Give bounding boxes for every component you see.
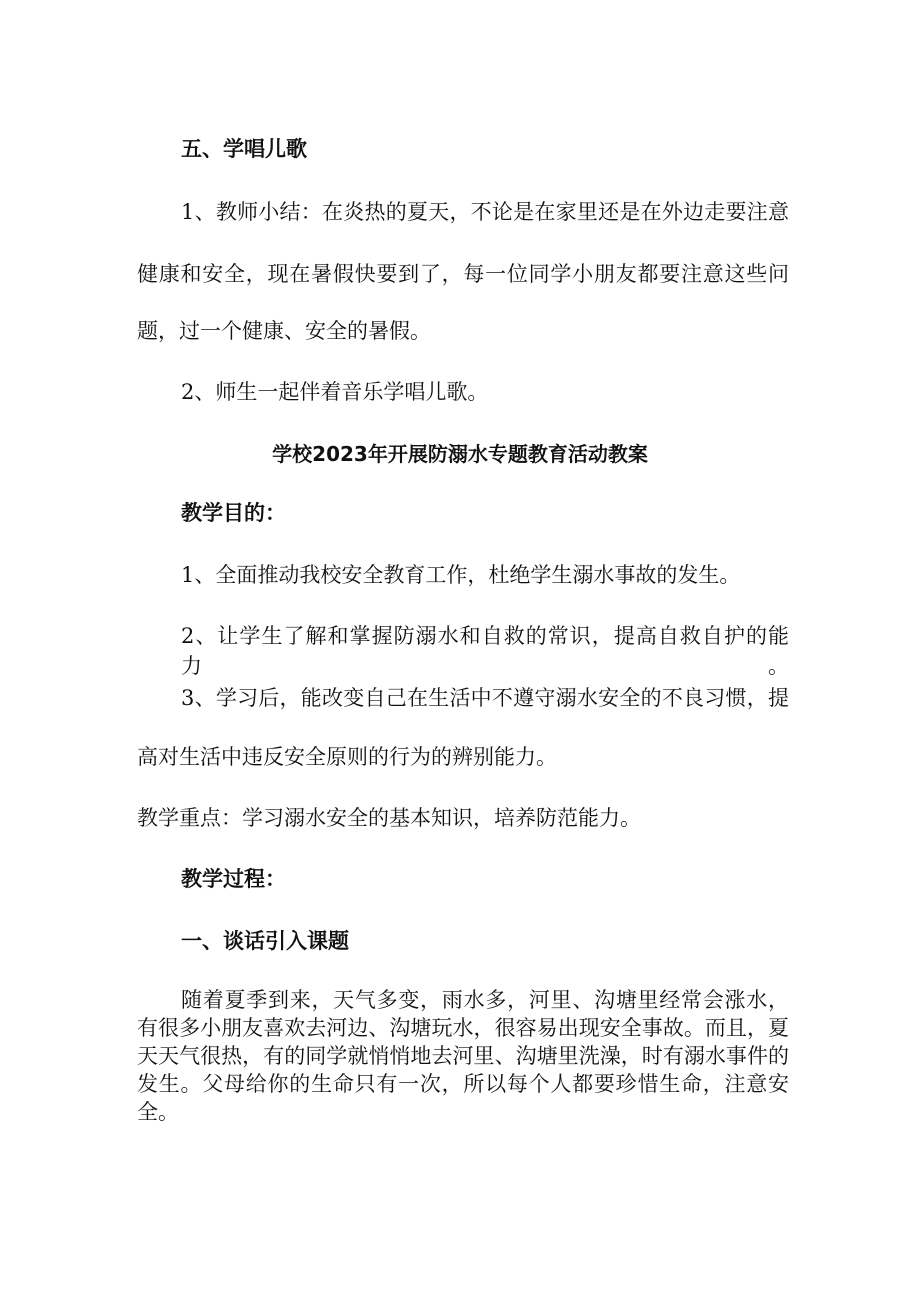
summary-line-3: 题，过一个健康、安全的暑假。 [137,319,431,343]
process-heading: 教学过程： [181,866,286,891]
summary-line-2: 健康和安全，现在暑假快要到了，每一位同学小朋友都要注意这些问 [137,262,789,286]
goal-item-1: 1、全面推动我校安全教育工作，杜绝学生溺水事故的发生。 [181,563,741,587]
step-1-paragraph: 随着夏季到来，天气多变，雨水多，河里、沟塘里经常会涨水，有很多小朋友喜欢去河边、沟塘玩水，很容易出现安全事故。而且，夏天天气很热，有的同学就悄悄地去河里、沟塘里洗澡，时有溺水事件的发生。父母给你的生命只有一次，所以每个人都要珍惜生命，注意安全。 [137,988,789,1124]
goal-item-3-line-2: 高对生活中违反安全原则的行为的辨别能力。 [137,745,557,769]
goal-item-3-line-1: 3、学习后，能改变自己在生活中不遵守溺水安全的不良习惯，提 [181,686,789,710]
teaching-focus: 教学重点：学习溺水安全的基本知识，培养防范能力。 [137,806,641,830]
step-1-heading: 一、谈话引入课题 [181,928,349,953]
section-heading-sing: 五、学唱儿歌 [181,136,307,161]
document-title: 学校2023年开展防溺水专题教育活动教案 [272,442,648,466]
summary-line-1: 1、教师小结：在炎热的夏天，不论是在家里还是在外边走要注意 [181,200,789,224]
goal-item-2: 2、让学生了解和掌握防溺水和自救的常识，提高自救自护的能力。 [181,624,789,678]
sing-along-item: 2、师生一起伴着音乐学唱儿歌。 [181,380,489,404]
goals-heading: 教学目的： [181,500,286,525]
